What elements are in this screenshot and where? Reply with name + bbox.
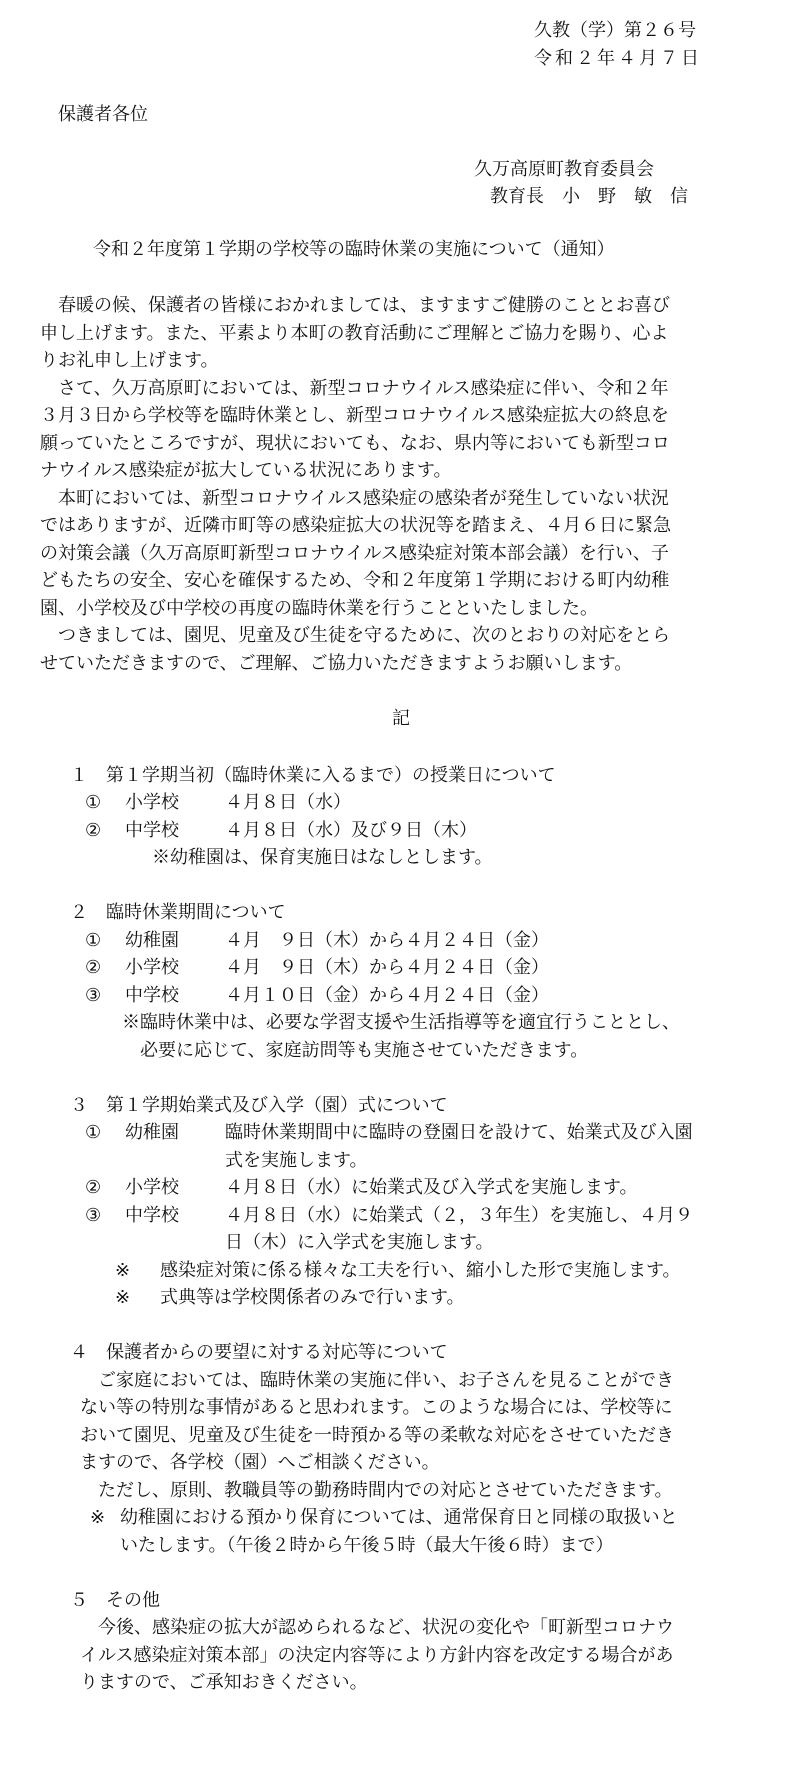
list-item-number: ③ (85, 985, 102, 1006)
section-5-line: イルス感染症対策本部」の決定内容等により方針内容を改定する場合があ (80, 1645, 674, 1666)
section-2-heading: ２ 臨時休業期間について (70, 902, 286, 923)
list-item-text: 臨時休業期間中に臨時の登園日を設けて、始業式及び入園 (225, 1122, 693, 1143)
list-item-school: 小学校 (125, 957, 179, 978)
body-line: せていただきますので、ご理解、ご協力いただきますようお願いします。 (40, 653, 633, 674)
body-line: ナウイルス感染症が拡大している状況にあります。 (40, 460, 452, 481)
section-5-line: りますので、ご承知おきください。 (80, 1672, 368, 1693)
list-item-school: 中学校 (125, 1205, 179, 1226)
body-line: りお礼申し上げます。 (40, 350, 219, 371)
section-4-note: いたします。（午後２時から午後５時（最大午後６時）まで） (120, 1535, 614, 1556)
body-line: つきましては、園児、児童及び生徒を守るために、次のとおりの対応をとら (40, 625, 670, 646)
list-item-number: ① (85, 930, 102, 951)
section-1-note: ※幼稚園は、保育実施日はなしとします。 (152, 847, 493, 868)
page-title: 令和２年度第１学期の学校等の臨時休業の実施について（通知） (93, 239, 615, 260)
list-item-school: 幼稚園 (125, 930, 179, 951)
body-line: ３月３日から学校等を臨時休業とし、新型コロナウイルス感染症拡大の終息を (40, 405, 669, 426)
list-item-school: 小学校 (125, 792, 179, 813)
section-3-heading: ３ 第１学期始業式及び入学（園）式について (70, 1095, 448, 1116)
addressee: 保護者各位 (58, 104, 148, 125)
body-line: ではありますが、近隣市町等の感染症拡大の状況等を踏まえ、４月６日に緊急 (40, 515, 672, 536)
section-2-note: 必要に応じて、家庭訪問等も実施させていただきます。 (140, 1040, 589, 1061)
list-item-school: 中学校 (125, 985, 179, 1006)
section-3-note: 式典等は学校関係者のみで行います。 (160, 1287, 465, 1308)
section-4-line: ただし、原則、教職員等の勤務時間内での対応とさせていただきます。 (98, 1480, 673, 1501)
list-item-text: ４月８日（水）及び９日（木） (225, 820, 477, 841)
list-item-number: ③ (85, 1205, 102, 1226)
section-4-line: ない等の特別な事情があると思われます。このような場合には、学校等に (80, 1397, 673, 1418)
section-5-line: 今後、感染症の拡大が認められるなど、状況の変化や「町新型コロナウ (98, 1617, 674, 1638)
sender-organization: 久万高原町教育委員会 (474, 159, 654, 180)
list-item-text: 日（木）に入学式を実施します。 (225, 1232, 494, 1253)
body-line: 春暖の候、保護者の皆様におかれましては、ますますご健勝のこととお喜び (40, 295, 670, 316)
list-item-text: ４月８日（水） (225, 792, 351, 813)
list-item-text: 式を実施します。 (225, 1150, 368, 1171)
list-item-number: ② (85, 957, 102, 978)
section-4-note: 幼稚園における預かり保育については、通常保育日と同様の取扱いと (120, 1507, 678, 1528)
list-item-number: ① (85, 1122, 102, 1143)
list-item-text: ４月 ９日（木）から４月２４日（金） (225, 957, 549, 978)
section-3-note: 感染症対策に係る様々な工夫を行い、縮小した形で実施します。 (160, 1260, 681, 1281)
body-line: 園、小学校及び中学校の再度の臨時休業を行うことといたしました。 (40, 598, 598, 619)
body-line: どもたちの安全、安心を確保するため、令和２年度第１学期における町内幼稚 (40, 570, 670, 591)
body-line: 願っていたところですが、現状においても、なお、県内等においても新型コロ (40, 433, 670, 454)
sender-person: 教育長 小 野 敏 信 (490, 186, 688, 207)
note-mark: ※ (115, 1260, 131, 1281)
list-item-text: ４月１０日（金）から４月２４日（金） (225, 985, 549, 1006)
section-2-note: ※臨時休業中は、必要な学習支援や生活指導等を適宜行うこととし、 (122, 1012, 680, 1033)
note-mark: ※ (90, 1507, 106, 1528)
section-1-heading: １ 第１学期当初（臨時休業に入るまで）の授業日について (70, 765, 556, 786)
list-item-text: ４月 ９日（木）から４月２４日（金） (225, 930, 549, 951)
section-4-heading: ４ 保護者からの要望に対する対応等について (70, 1342, 448, 1363)
list-item-number: ① (85, 792, 102, 813)
section-4-line: ご家庭においては、臨時休業の実施に伴い、お子さんを見ることができ (98, 1370, 674, 1391)
note-mark: ※ (115, 1287, 131, 1308)
body-line: さて、久万高原町においては、新型コロナウイルス感染症に伴い、令和２年 (40, 378, 669, 399)
list-item-school: 小学校 (125, 1177, 179, 1198)
section-5-heading: ５ その他 (70, 1590, 160, 1611)
list-item-text: ４月８日（水）に始業式（２，３年生）を実施し、４月９ (225, 1205, 693, 1226)
section-4-line: おいて園児、児童及び生徒を一時預かる等の柔軟な対応をさせていただき (80, 1425, 674, 1446)
document-number: 久教（学）第２６号 (534, 20, 696, 41)
section-4-line: ますので、各学校（園）へご相談ください。 (80, 1452, 440, 1473)
list-item-number: ② (85, 820, 102, 841)
list-item-school: 幼稚園 (125, 1122, 179, 1143)
list-item-school: 中学校 (125, 820, 179, 841)
list-item-number: ② (85, 1177, 102, 1198)
document-date: 令和２年４月７日 (534, 48, 702, 69)
body-line: 本町においては、新型コロナウイルス感染症の感染者が発生していない状況 (40, 488, 669, 509)
body-line: 申し上げます。また、平素より本町の教育活動にご理解とご協力を賜り、心よ (40, 323, 669, 344)
ki-mark: 記 (392, 708, 410, 729)
list-item-text: ４月８日（水）に始業式及び入学式を実施します。 (225, 1177, 638, 1198)
body-line: の対策会議（久万高原町新型コロナウイルス感染症対策本部会議）を行い、子 (40, 543, 669, 564)
